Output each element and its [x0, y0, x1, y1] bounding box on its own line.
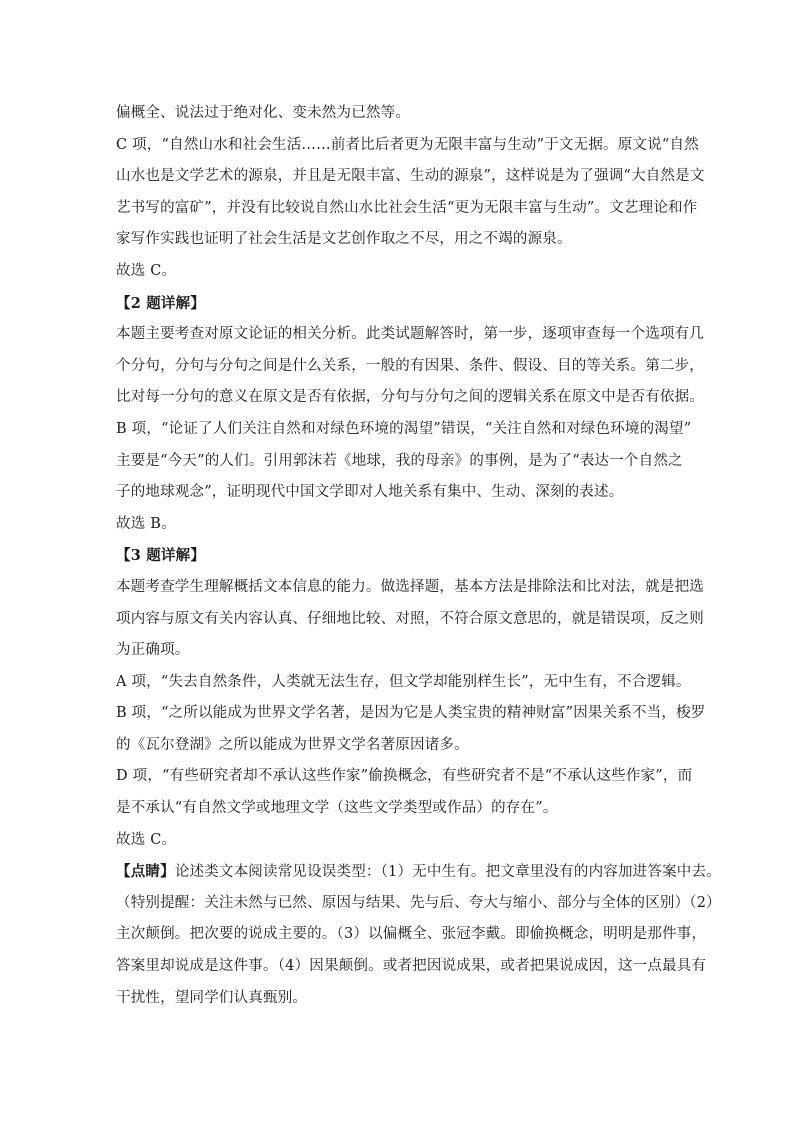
section-heading [116, 288, 696, 320]
line-text: 本题考查学生理解概括文本信息的能力。做选择题，基本方法是排除法和比对法，就是把选 [116, 578, 704, 595]
line-text: 论述类文本阅读常见设误类型：（1）无中生有。把文章里没有的内容加进答案中去。 [174, 864, 721, 881]
text-line [116, 825, 696, 857]
text-line [116, 856, 721, 888]
line-text: C 项，“自然山水和社会生活……前者比后者更为无限丰富与生动”于文无据。原文说“自然 [116, 136, 699, 153]
text-line [116, 414, 696, 446]
text-line [116, 351, 704, 383]
text-line [116, 919, 707, 951]
text-line [116, 888, 721, 920]
line-text: 子的地球观念”，证明现代中国文学即对人地关系有集中、生动、深刻的表述。 [116, 484, 624, 501]
text-line [116, 604, 704, 636]
line-text: 个分句，分句与分句之间是什么关系，一般的有因果、条件、假设、目的等关系。第二步， [116, 357, 704, 374]
document-body [116, 98, 721, 1014]
line-text: 是不承认“有自然文学或地理文学（这些文学类型或作品）的存在”。 [116, 800, 558, 817]
text-line [116, 635, 696, 667]
line-text: 答案里却说成是这件事。（4）因果颠倒。或者把因说成果，或者把果说成因，这一点最具有 [116, 958, 707, 975]
text-line [116, 730, 696, 762]
tip-tag: 【点睛】 [116, 863, 175, 881]
line-text: 主要是“今天”的人们。引用郭沫若《地球，我的母亲》的事例，是为了“表达一个自然之 [116, 452, 683, 469]
text-line [116, 256, 696, 288]
text-line [116, 382, 704, 414]
line-text: 比对每一分句的意义在原文是否有依据，分句与分句之间的逻辑关系在原文中是否有依据。 [116, 389, 704, 406]
text-line [116, 983, 696, 1015]
section-heading [116, 540, 696, 572]
line-text: B 项，“论证了人们关注自然和对绿色环境的渴望”错误，“关注自然和对绿色环境的渴望” [116, 420, 692, 437]
line-text: 家写作实践也证明了社会生活是文艺创作取之不尽，用之不竭的源泉。 [116, 231, 572, 248]
heading-text: 【2 题详解】 [116, 294, 206, 312]
line-text: 故选 C。 [116, 262, 177, 279]
text-line [116, 446, 696, 478]
line-text: 的《瓦尔登湖》之所以能成为世界文学名著原因诸多。 [116, 736, 469, 753]
text-line [116, 98, 696, 130]
text-line [116, 161, 705, 193]
text-line [116, 130, 699, 162]
line-text: 干扰性，望同学们认真甄别。 [116, 989, 308, 1006]
text-line [116, 509, 696, 541]
text-line [116, 951, 707, 983]
text-line [116, 793, 696, 825]
line-text: 本题主要考查对原文论证的相关分析。此类试题解答时，第一步，逐项审查每一个选项有几 [116, 326, 704, 343]
line-text: 为正确项。 [116, 642, 190, 659]
text-line [116, 667, 696, 699]
line-text: 故选 C。 [116, 831, 177, 848]
text-line [116, 572, 704, 604]
line-text: （特别提醒：关注未然与已然、原因与结果、先与后、夸大与缩小、部分与全体的区别）（2） [116, 894, 721, 911]
line-text: B 项，“之所以能成为世界文学名著，是因为它是人类宝贵的精神财富”因果关系不当，梭罗 [116, 705, 706, 722]
line-text: 艺书写的富矿”，并没有比较说自然山水比社会生活“更为无限丰富与生动”。文艺理论和作 [116, 199, 698, 216]
text-line [116, 224, 696, 256]
line-text: D 项，“有些研究者却不承认这些作家”偷换概念，有些研究者不是“不承认这些作家”，而 [116, 768, 693, 785]
text-line [116, 761, 696, 793]
heading-text: 【3 题详解】 [116, 547, 206, 565]
line-text: 山水也是文学艺术的源泉，并且是无限丰富、生动的源泉”，这样说是为了强调“大自然是文 [116, 168, 705, 185]
text-line [116, 698, 706, 730]
line-text: A 项，“失去自然条件，人类就无法生存，但文学却能别样生长”，无中生有，不合逻辑。 [116, 673, 691, 690]
text-line [116, 477, 696, 509]
line-text: 故选 B。 [116, 515, 176, 532]
line-text: 主次颠倒。把次要的说成主要的。（3）以偏概全、张冠李戴。即偷换概念，明明是那件事， [116, 926, 707, 943]
line-text: 项内容与原文有关内容认真、仔细地比较、对照，不符合原文意思的，就是错误项，反之则 [116, 610, 704, 627]
line-text: 偏概全、说法过于绝对化、变未然为已然等。 [116, 105, 410, 121]
text-line [116, 193, 696, 225]
text-line [116, 319, 704, 351]
